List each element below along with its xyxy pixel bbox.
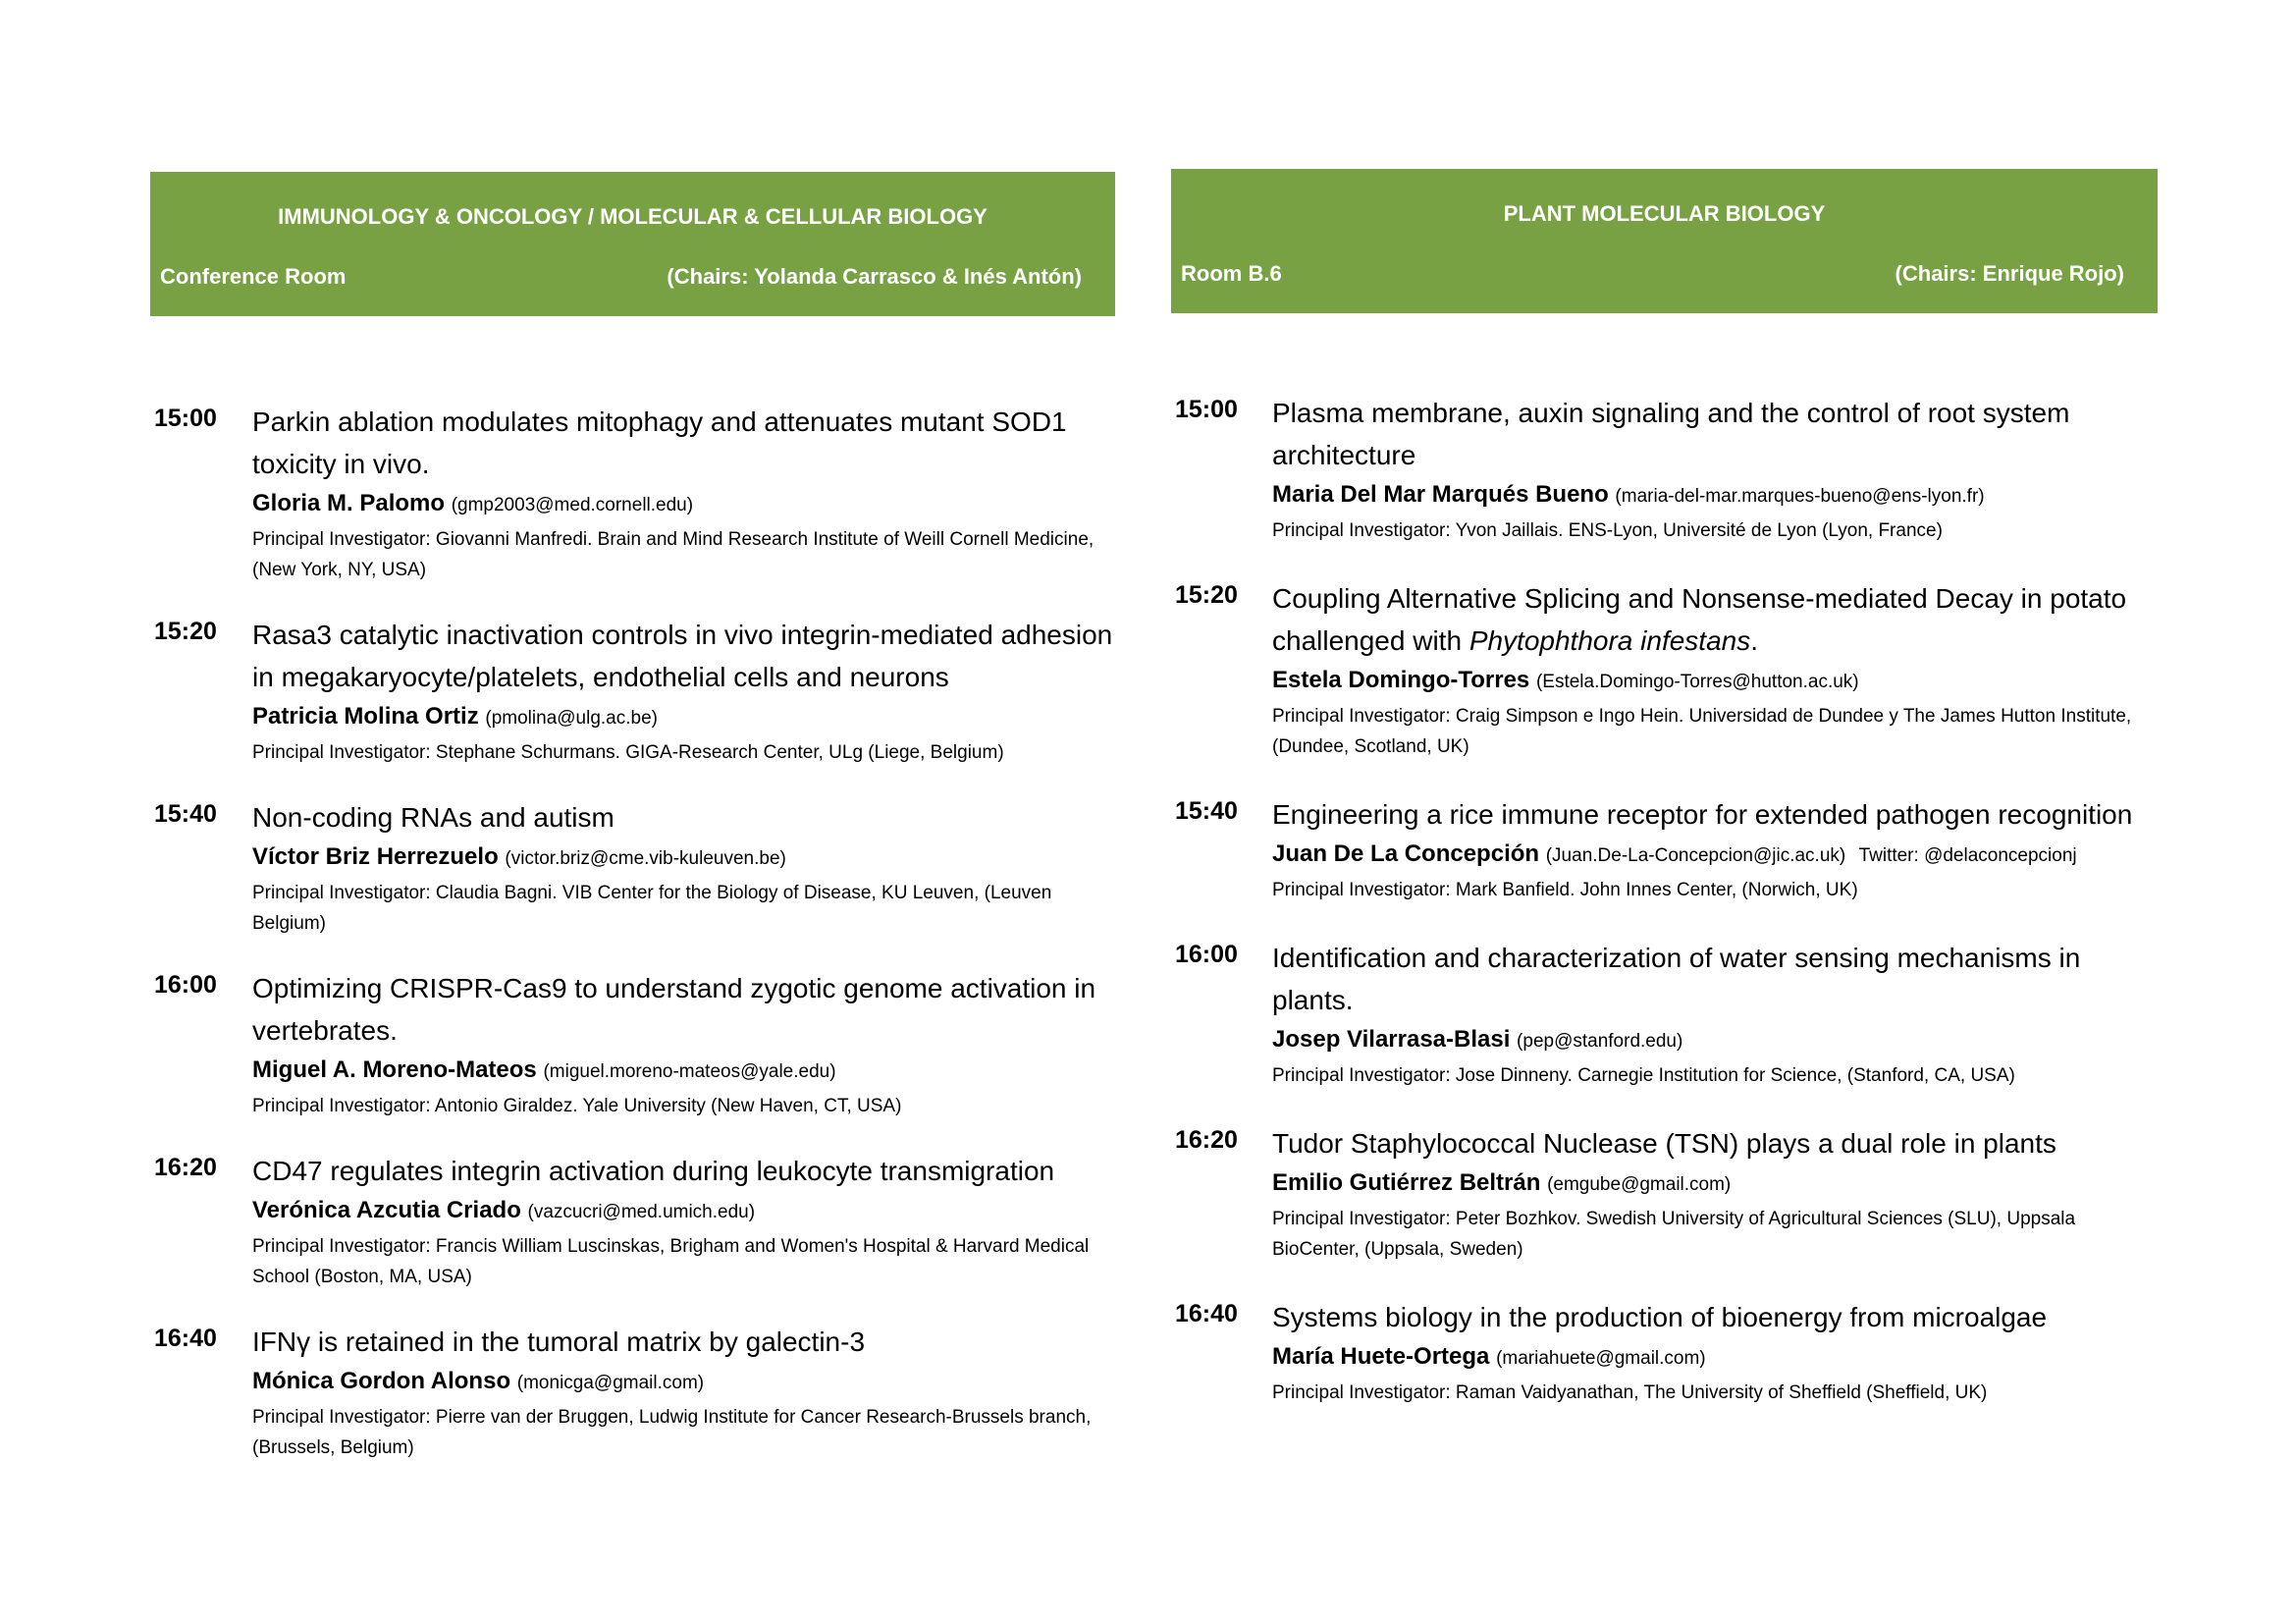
- session-immunology-oncology: [150, 172, 1115, 1458]
- talk-item: [1171, 1296, 2158, 1408]
- talk-time: 15:00: [1175, 396, 1238, 423]
- talk-time: 15:00: [154, 405, 217, 432]
- session-room: Room B.6: [1181, 261, 1282, 286]
- talk-time: 15:20: [154, 618, 217, 645]
- principal-investigator: Principal Investigator: Jose Dinneny. Carnegie Institution for Science, (Stanford, CA, USA): [1272, 1065, 2015, 1086]
- talk-title: IFNγ is retained in the tumoral matrix by galectin-3: [252, 1326, 866, 1357]
- session-title: PLANT MOLECULAR BIOLOGY: [1503, 201, 1826, 226]
- talk-item: [150, 796, 1115, 939]
- talk-item: [1171, 392, 2158, 546]
- talk-speaker: [1272, 1164, 2158, 1204]
- principal-investigator: Principal Investigator: Stephane Schurmans. GIGA-Research Center, ULg (Liege, Belgium): [252, 742, 1004, 763]
- speaker-email: (Juan.De-La-Concepcion@jic.ac.uk): [1545, 845, 1846, 866]
- session-plant-molecular-biology: [1171, 169, 2158, 1403]
- speaker-name: Josep Vilarrasa-Blasi: [1272, 1026, 1511, 1053]
- speaker-name: Estela Domingo-Torres: [1272, 667, 1530, 693]
- principal-investigator: Principal Investigator: Pierre van der Bruggen, Ludwig Institute for Cancer Research-Brussels branch, (Brussels, Belgium): [252, 1407, 1092, 1458]
- talk-speaker: [1272, 476, 2158, 515]
- talk-title: Engineering a rice immune receptor for extended pathogen recognition: [1272, 799, 2133, 830]
- talk-item: [1171, 1122, 2158, 1265]
- talk-title: Systems biology in the production of bioenergy from microalgae: [1272, 1302, 2048, 1332]
- speaker-name: Juan De La Concepción: [1272, 840, 1540, 867]
- talk-item: [1171, 937, 2158, 1091]
- session-chairs: (Chairs: Enrique Rojo): [1895, 261, 2124, 286]
- talk-time: 15:20: [1175, 581, 1238, 609]
- session-room: Conference Room: [160, 264, 347, 289]
- talk-time: 15:40: [1175, 797, 1238, 825]
- talk-item: [150, 614, 1115, 768]
- speaker-name: María Huete-Ortega: [1272, 1343, 1490, 1370]
- speaker-name: Gloria M. Palomo: [252, 490, 446, 516]
- talk-speaker: [1272, 1338, 2158, 1378]
- talk-title: Parkin ablation modulates mitophagy and attenuates mutant SOD1 toxicity in vivo.: [252, 406, 1067, 479]
- talk-speaker: [252, 839, 1115, 878]
- speaker-email: (mariahuete@gmail.com): [1496, 1348, 1706, 1369]
- speaker-email: (pep@stanford.edu): [1517, 1031, 1683, 1052]
- talk-speaker: [252, 485, 1115, 524]
- talk-title-text: Coupling Alternative Splicing and Nonsense-mediated Decay in potato challenged with: [1272, 583, 2127, 656]
- session-header: [1171, 169, 2158, 313]
- talk-item: [150, 967, 1115, 1121]
- talk-item: [150, 1321, 1115, 1463]
- talk-time: 16:00: [154, 971, 217, 999]
- talk-speaker: [252, 1192, 1115, 1231]
- talk-title: Optimizing CRISPR-Cas9 to understand zygotic genome activation in vertebrates.: [252, 973, 1096, 1046]
- speaker-name: Verónica Azcutia Criado: [252, 1197, 521, 1223]
- talk-speaker: [252, 698, 1115, 737]
- principal-investigator: Principal Investigator: Mark Banfield. John Innes Center, (Norwich, UK): [1272, 880, 1858, 900]
- talk-speaker: [252, 1052, 1115, 1091]
- speaker-name: Víctor Briz Herrezuelo: [252, 843, 499, 870]
- talk-title-species: Phytophthora infestans: [1468, 625, 1751, 656]
- speaker-email: (emgube@gmail.com): [1547, 1174, 1732, 1195]
- speaker-name: Patricia Molina Ortiz: [252, 703, 479, 730]
- talk-item: [1171, 577, 2158, 762]
- speaker-name: Maria Del Mar Marqués Bueno: [1272, 481, 1609, 508]
- talk-time: 16:00: [1175, 941, 1238, 968]
- speaker-name: Miguel A. Moreno-Mateos: [252, 1056, 537, 1083]
- principal-investigator: Principal Investigator: Peter Bozhkov. Swedish University of Agricultural Sciences (SLU), Uppsala BioCenter, (Uppsala, Sweden): [1272, 1209, 2076, 1260]
- speaker-email: (vazcucri@med.umich.edu): [527, 1202, 756, 1222]
- session-title: IMMUNOLOGY & ONCOLOGY / MOLECULAR & CELLULAR BIOLOGY: [278, 204, 988, 229]
- principal-investigator: Principal Investigator: Craig Simpson e Ingo Hein. Universidad de Dundee y The James Hutton Institute, (Dundee, Scotland, UK): [1272, 706, 2132, 757]
- talk-title: Rasa3 catalytic inactivation controls in vivo integrin-mediated adhesion in megakaryocyte/platelets, endothelial cells and neurons: [252, 620, 1113, 692]
- speaker-email: (pmolina@ulg.ac.be): [485, 708, 658, 729]
- talk-time: 15:40: [154, 800, 217, 828]
- talk-time: 16:20: [154, 1154, 217, 1181]
- speaker-email: (Estela.Domingo-Torres@hutton.ac.uk): [1535, 672, 1859, 692]
- talk-speaker: [1272, 1021, 2158, 1060]
- talk-speaker: [1272, 836, 2158, 875]
- talk-list: [150, 401, 1115, 1491]
- speaker-name: Mónica Gordon Alonso: [252, 1368, 511, 1394]
- session-header: [150, 172, 1115, 316]
- principal-investigator: Principal Investigator: Francis William Luscinskas, Brigham and Women's Hospital & Harvard Medical School (Boston, MA, USA): [252, 1236, 1090, 1287]
- principal-investigator: Principal Investigator: Claudia Bagni. VIB Center for the Biology of Disease, KU Leuven, (Leuven Belgium): [252, 883, 1052, 934]
- talk-time: 16:40: [1175, 1300, 1238, 1327]
- talk-list: [1171, 392, 2158, 1439]
- speaker-name: Emilio Gutiérrez Beltrán: [1272, 1169, 1541, 1196]
- talk-title-end: .: [1750, 625, 1759, 656]
- talk-item: [1171, 793, 2158, 905]
- talk-title: CD47 regulates integrin activation during leukocyte transmigration: [252, 1156, 1055, 1186]
- talk-time: 16:40: [154, 1325, 217, 1352]
- talk-time: 16:20: [1175, 1126, 1238, 1154]
- principal-investigator: Principal Investigator: Giovanni Manfredi. Brain and Mind Research Institute of Weill Cornell Medicine, (New York, NY, USA): [252, 529, 1095, 580]
- talk-title: [1272, 577, 2158, 662]
- speaker-email: (miguel.moreno-mateos@yale.edu): [543, 1061, 836, 1082]
- talk-item: [150, 1150, 1115, 1292]
- talk-title: Plasma membrane, auxin signaling and the control of root system architecture: [1272, 398, 2070, 470]
- session-chairs: (Chairs: Yolanda Carrasco & Inés Antón): [667, 264, 1082, 289]
- talk-title: Tudor Staphylococcal Nuclease (TSN) plays a dual role in plants: [1272, 1128, 2056, 1159]
- talk-title: Non-coding RNAs and autism: [252, 802, 614, 833]
- speaker-email: (monicga@gmail.com): [516, 1373, 705, 1393]
- talk-speaker: [252, 1363, 1115, 1402]
- principal-investigator: Principal Investigator: Yvon Jaillais. ENS-Lyon, Université de Lyon (Lyon, France): [1272, 520, 1943, 541]
- principal-investigator: Principal Investigator: Antonio Giraldez. Yale University (New Haven, CT, USA): [252, 1096, 902, 1116]
- speaker-email: (gmp2003@med.cornell.edu): [451, 495, 694, 515]
- talk-title: Identification and characterization of water sensing mechanisms in plants.: [1272, 943, 2081, 1015]
- talk-speaker: [1272, 662, 2158, 701]
- speaker-email: (victor.briz@cme.vib-kuleuven.be): [505, 848, 786, 869]
- speaker-twitter: Twitter: @delaconcepcionj: [1858, 845, 2077, 866]
- talk-item: [150, 401, 1115, 585]
- principal-investigator: Principal Investigator: Raman Vaidyanathan, The University of Sheffield (Sheffield, UK): [1272, 1382, 1988, 1403]
- speaker-email: (maria-del-mar.marques-bueno@ens-lyon.fr): [1615, 486, 1985, 507]
